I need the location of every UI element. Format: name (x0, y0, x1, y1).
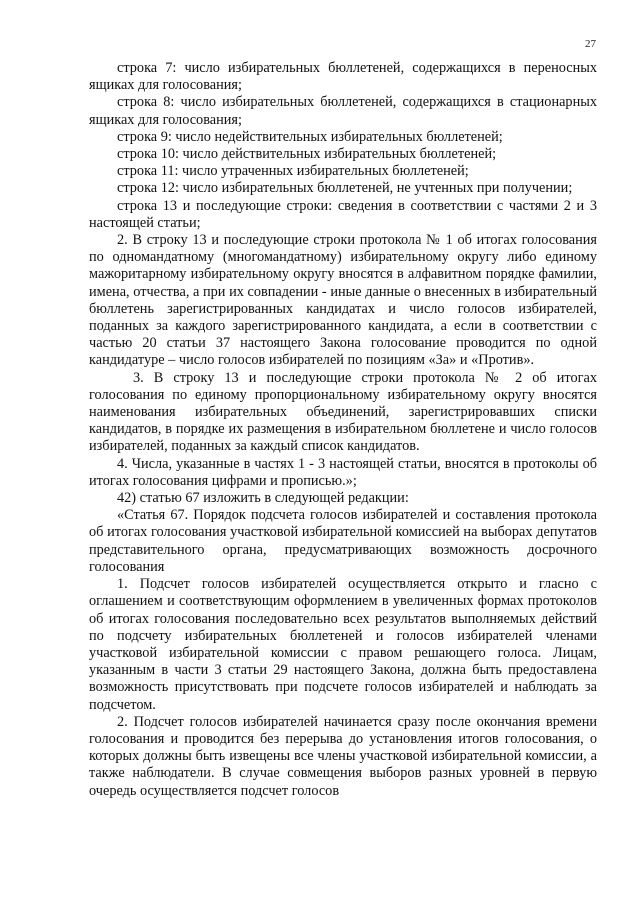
document-body (89, 60, 597, 800)
page-number: 27 (585, 38, 596, 50)
article-67-heading: «Статья 67. Порядок подсчета голосов избирателей и составления протокола об итогах голосования участковой избирательной комиссией на выборах депутатов представительного органа, предусматривающих возможность досрочного голосования (89, 507, 597, 575)
paragraph-line-13: строка 13 и последующие строки: сведения в соответствии с частями 2 и 3 настоящей статьи; (89, 197, 597, 231)
paragraph-part-4: 4. Числа, указанные в частях 1 - 3 настоящей статьи, вносятся в протоколы об итогах голосования цифрами и прописью.»; (89, 455, 597, 489)
paragraph-item-42: 42) статью 67 изложить в следующей редакции: (117, 490, 409, 507)
paragraph-line-9: строка 9: число недействительных избирательных бюллетеней; (117, 128, 503, 145)
paragraph-part-3: 3. В строку 13 и последующие строки протокола № 2 об итогах голосования по единому пропорциональному избирательному округу вносятся наименования избирательных объединений, зарегистрировавших списки кандидатов, в порядке их размещения в избирательном бюллетене и число голосов избирателей, поданных за каждый список кандидатов. (89, 369, 597, 455)
paragraph-line-12: строка 12: число избирательных бюллетеней, не учтенных при получении; (117, 180, 573, 197)
paragraph-line-7: строка 7: число избирательных бюллетеней, содержащихся в переносных ящиках для голосования; (89, 60, 597, 94)
paragraph-part-2: 2. В строку 13 и последующие строки протокола № 1 об итогах голосования по одномандатному (многомандатному) избирательному округу либо единому мажоритарному избирательному округу вносятся в алфавитном порядке фамилии, имена, отчества, а при их совпадении - иные данные о внесенных в избирательный бюллетень зарегистрированных кандидатах и число голосов избирателей, поданных за каждого зарегистрированного кандидата, а если в соответствии с частью 20 статьи 37 настоящего Закона голосование проводится по одной кандидатуре – число голосов избирателей по позициям «За» и «Против». (89, 232, 597, 369)
paragraph-line-8: строка 8: число избирательных бюллетеней, содержащихся в стационарных ящиках для голосования; (89, 94, 597, 128)
paragraph-article-67-part-2: 2. Подсчет голосов избирателей начинается сразу после окончания времени голосования и проводится без перерыва до установления итогов голосования, о которых должны быть извещены все члены участковой избирательной комиссии, а также наблюдатели. В случае совмещения выборов разных уровней в первую очередь осуществляется подсчет голосов (89, 713, 597, 799)
paragraph-line-11: строка 11: число утраченных избирательных бюллетеней; (117, 163, 469, 180)
paragraph-article-67-part-1: 1. Подсчет голосов избирателей осуществляется открыто и гласно с оглашением и соответствующим оформлением в увеличенных формах протоколов об итогах голосования последовательно всех результатов выполняемых действий по подсчету избирательных бюллетеней и голосов избирателей членами участковой избирательной комиссии с правом решающего голоса. Лицам, указанным в части 3 статьи 29 настоящего Закона, должна быть предоставлена возможность присутствовать при подсчете голосов избирателей и наблюдать за подсчетом. (89, 576, 597, 713)
paragraph-line-10: строка 10: число действительных избирательных бюллетеней; (117, 146, 497, 163)
